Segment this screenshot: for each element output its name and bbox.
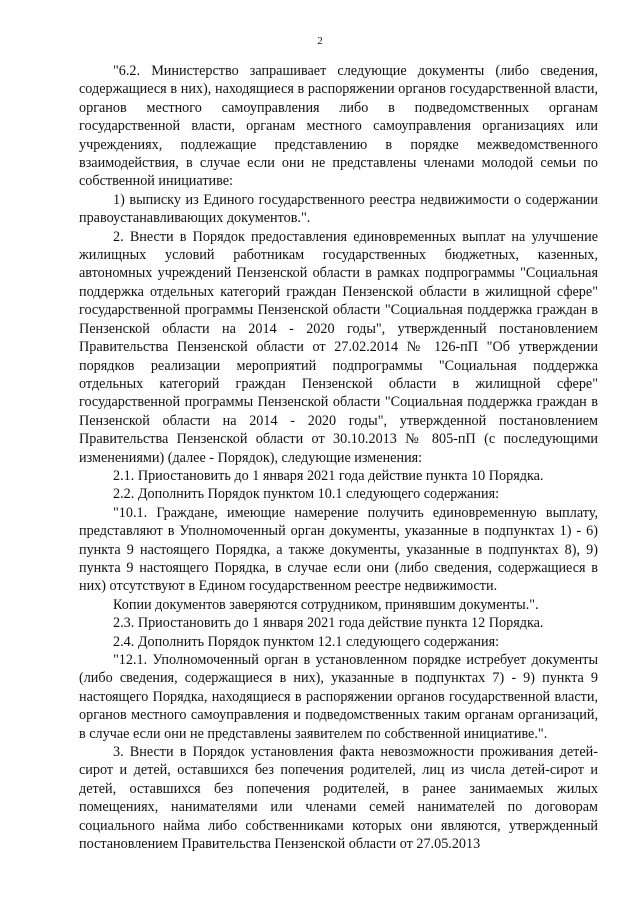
paragraph-10-1-copies: Копии документов заверяются сотрудником, принявшим документы.".: [113, 596, 539, 613]
paragraph-6-2: "6.2. Министерство запрашивает следующие документы (либо сведения, содержащиеся в них), находящиеся в распоряжении органов государственной власти, органов местного самоуправления либо в подведомственных органам государственной власти, органам местного самоуправления организациях или учреждениях, подлежащие представлению в порядке межведомственного взаимодействия, в случае если они не представлены членами молодой семьи по собственной инициативе:: [79, 63, 598, 190]
paragraph-2: 2. Внести в Порядок предоставления единовременных выплат на улучшение жилищных условий работникам государственных бюджетных, казенных, автономных учреждений Пензенской области в рамках подпрограммы "Социальная поддержка отдельных категорий граждан Пензенской области в жилищной сфере" государственной программы Пензенской области "Социальная поддержка граждан в Пензенской области на 2014 - 2020 годы", утвержденный постановлением Правительства Пензенской области от 27.02.2014 № 126-пП "Об утверждении порядков реализации мероприятий подпрограммы "Социальная поддержка отдельных категорий граждан Пензенской области в жилищной сфере" государственной программы Пензенской области "Социальная поддержка граждан в Пензенской области на 2014 - 2020 годы", утвержденной постановлением Правительства Пензенской области от 30.10.2013 № 805-пП (с последующими изменениями) (далее - Порядок), следующие изменения:: [79, 228, 598, 466]
paragraph-12-1: "12.1. Уполномоченный орган в установленном порядке истребует документы (либо сведения, содержащиеся в них), указанные в подпунктах 7) - 9) пункта 9 настоящего Порядка, находящиеся в распоряжении органов государственной власти, органов местного самоуправления и подведомственных таким органам организаций, в случае если они не представлены заявителем по собственной инициативе.".: [79, 652, 598, 742]
paragraph-2-3: 2.3. Приостановить до 1 января 2021 года действие пункта 12 Порядка.: [113, 615, 544, 632]
paragraph-2-1: 2.1. Приостановить до 1 января 2021 года действие пункта 10 Порядка.: [113, 467, 544, 484]
paragraph-2-4: 2.4. Дополнить Порядок пунктом 12.1 следующего содержания:: [113, 633, 500, 650]
page-number: 2: [317, 35, 323, 47]
paragraph-3: 3. Внести в Порядок установления факта невозможности проживания детей-сирот и детей, оставшихся без попечения родителей, лиц из числа детей-сирот и детей, оставшихся без попечения родителей, в ранее занимаемых жилых помещениях, нанимателями или членами семей нанимателей по договорам социального найма либо собственниками которых они являются, утвержденный постановлением Правительства Пензенской области от 27.05.2013: [79, 744, 598, 853]
paragraph-2-2: 2.2. Дополнить Порядок пунктом 10.1 следующего содержания:: [113, 486, 500, 503]
paragraph-10-1: "10.1. Граждане, имеющие намерение получить единовременную выплату, представляют в Уполномоченный орган документы, указанные в подпунктах 1) - 6) пункта 9 настоящего Порядка, а также документы, указанные в подпунктах 8), 9) пункта 9 настоящего Порядка, в случае если они (либо сведения, содержащиеся в них) отсутствуют в Едином государственном реестре недвижимости.: [79, 504, 598, 595]
paragraph-6-2-item-1: 1) выписку из Единого государственного реестра недвижимости о содержании правоустанавливающих документов.".: [79, 191, 598, 227]
document-body: [79, 62, 598, 853]
